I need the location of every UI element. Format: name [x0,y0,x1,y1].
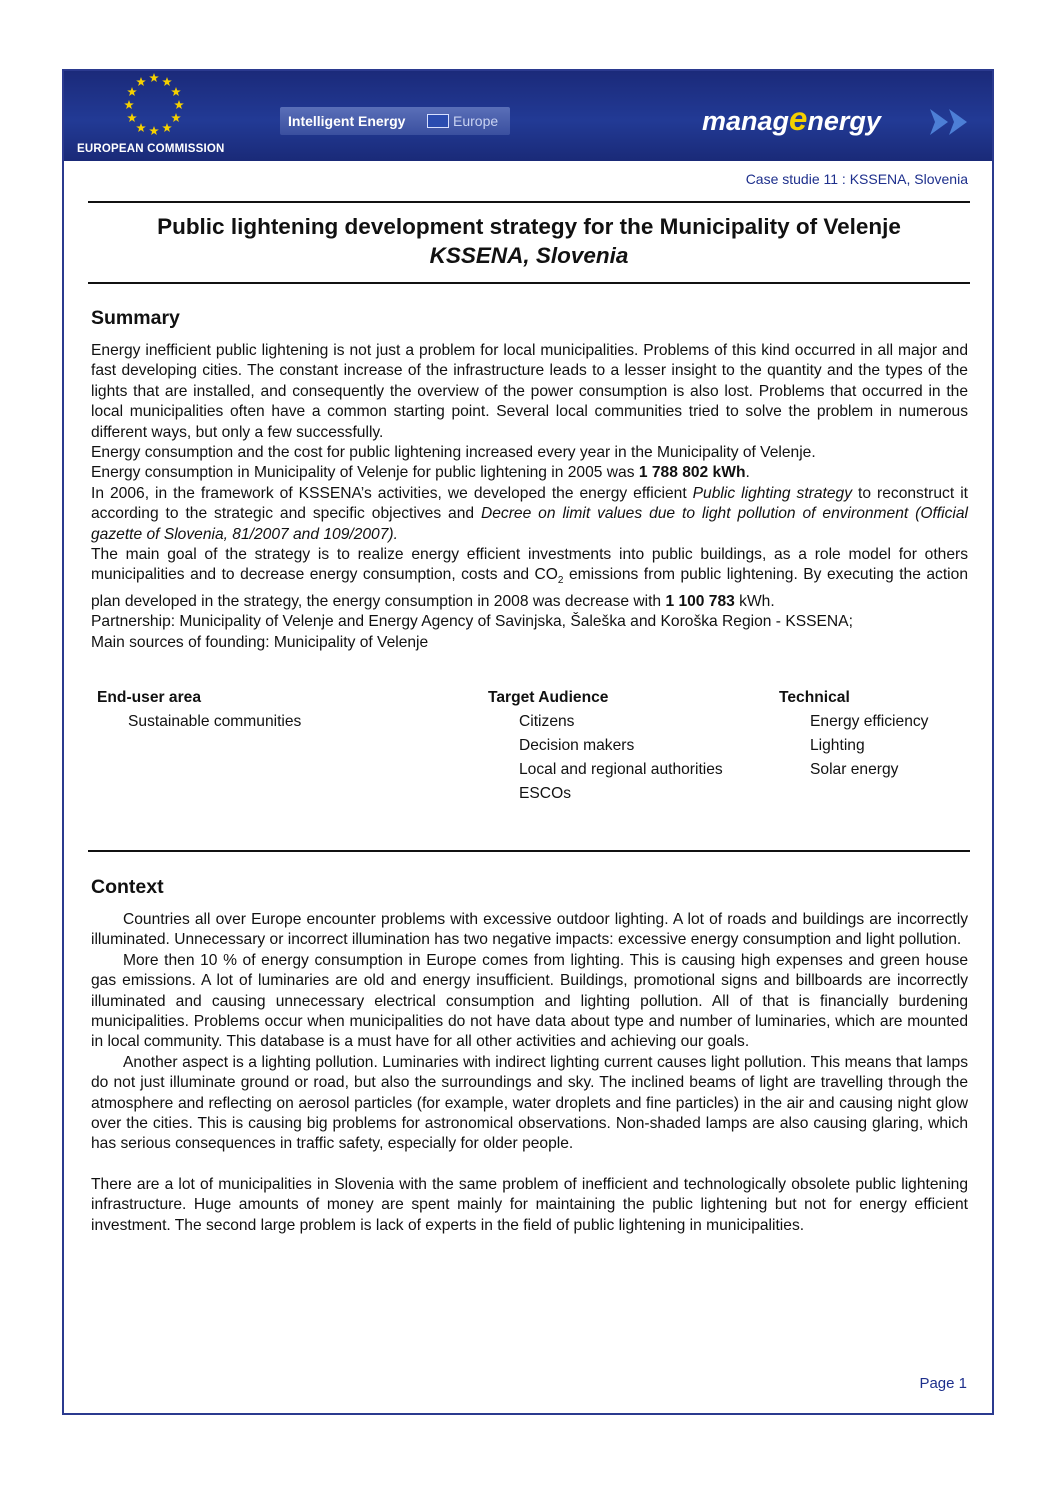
document-title [88,212,970,270]
list-item: Citizens [519,713,575,730]
intelligent-energy-badge [280,107,510,135]
target-audience-column [488,686,723,806]
end-user-area-heading: End-user area [97,689,202,706]
managenergy-logo [702,101,984,143]
context-paragraph: There are a lot of municipalities in Slovenia with the same problem of inefficient and technologically obsolete public lightening infrastructure. Huge amounts of money are spent mainly for maintaining the public lightening but not for energy efficient investment. The second large problem is lack of experts in the field of public lightening in municipalities. [91,1175,968,1234]
star-ring [124,73,184,135]
context-heading: Context [91,876,164,898]
list-item: ESCOs [519,785,571,802]
consumption-2005: 1 788 802 kWh [638,464,746,482]
divider [88,850,970,852]
brand-part-2: e [789,101,808,137]
context-body [91,910,968,1236]
list-item: Sustainable communities [128,713,302,730]
svg-text:managenergy [702,101,883,137]
arrow-icon-2 [949,109,967,135]
summary-paragraph: Energy inefficient public lightening is not just a problem for local municipalities. Problems of this kind occurred in all major and fast developing cities. The constant increase of the infrastructure leads to a lesser insight to the quantity and the types of the lights that are installed, and consequently the overview of the power consumption is also lost. Problems that occurred in the local municipalities often have a common starting point. Several local communities tried to solve the problem in numerous different ways, but only a few successfully. [91,342,968,441]
context-paragraph: More then 10 % of energy consumption in Europe comes from lighting. This is causing high expenses and green house gas emissions. A lot of luminaries are old and energy insufficient. Buildings, promotional signs and billboards are incorrectly illuminated and causing unnecessary electrical consumption and lighting pollution. All of that is financially burdening municipalities. Problems occur when municipalities do not have data about type and number of luminaries, which are mounted in local community. This database is a must have for all other activities and achieving our goals. [91,951,968,1051]
summary-body [91,341,968,653]
target-audience-heading: Target Audience [488,689,609,706]
eu-flag-icon [427,114,449,128]
end-user-area-column [97,686,301,734]
summary-paragraph: The main goal of the strategy is to realize energy efficient investments into public buildings, as a role model for others municipalities and to decrease energy consumption, costs and $CO_2$ emissions from public lightening. By executing the action plan developed in the strategy, the energy consumption in 2008 was decrease with 1 100 783 kWh. [91,546,968,610]
summary-paragraph: In 2006, in the framework of KSSENA’s activities, we developed the energy efficient Public lighting strategy to reconstruct it according to the strategic and specific objectives and Decree on limit values due to light pollution of environment (Official gazette of Slovenia, 81/2007 and 109/2007). [91,484,968,543]
list-item: Solar energy [810,761,899,778]
funding-line: Main sources of founding: Municipality of Velenje [91,633,429,651]
list-item: Local and regional authorities [519,761,723,778]
page-number: Page 1 [919,1375,967,1392]
divider [88,282,970,284]
summary-heading: Summary [91,307,180,329]
title-main: Public lightening development strategy for the Municipality of Velenje [157,214,901,239]
partnership-line: Partnership: Municipality of Velenje and Energy Agency of Savinjska, Šaleška and Koroška Region - KSSENA; [91,613,853,631]
european-commission-label: EUROPEAN COMMISSION [77,143,225,155]
summary-paragraph: Energy consumption and the cost for public lightening increased every year in the Municipality of Velenje. [91,444,816,462]
case-study-reference: Case studie 11 : KSSENA, Slovenia [745,171,968,187]
brand-part-1: manag [702,106,790,136]
summary-paragraph: Energy consumption in Municipality of Velenje for public lightening in 2005 was 1 788 802 kWh. [91,464,750,482]
program-label: Intelligent Energy [288,113,406,129]
brand-part-3: nergy [807,106,881,136]
technical-column [779,686,928,782]
list-item: Energy efficiency [810,713,929,730]
arrow-icon [930,109,948,135]
title-subtitle: KSSENA, Slovenia [429,243,629,268]
list-item: Lighting [810,737,865,754]
technical-heading: Technical [779,689,850,706]
consumption-decrease: 1 100 783 [665,592,735,610]
divider [88,201,970,203]
header-banner [64,71,992,161]
program-region: Europe [453,113,499,129]
context-paragraph: Another aspect is a lighting pollution. Luminaries with indirect lighting current causes light pollution. This means that lamps do not just illuminate ground or road, but also the surroundings and sky. The inclined beams of light are travelling through the atmosphere and reflecting on aerosol particles (for example, water droplets and fine particles) in the air and causing night glow over the cities. This is causing big problems for astronomical observations. Non-shaded lamps are also causing glaring, which has serious consequences in traffic safety, especially for older people. [91,1053,968,1153]
list-item: Decision makers [519,737,635,754]
context-paragraph: Countries all over Europe encounter problems with excessive outdoor lighting. A lot of roads and buildings are incorrectly illuminated. Unnecessary or incorrect illumination has two negative impacts: excessive energy consumption and light pollution. [91,911,968,949]
